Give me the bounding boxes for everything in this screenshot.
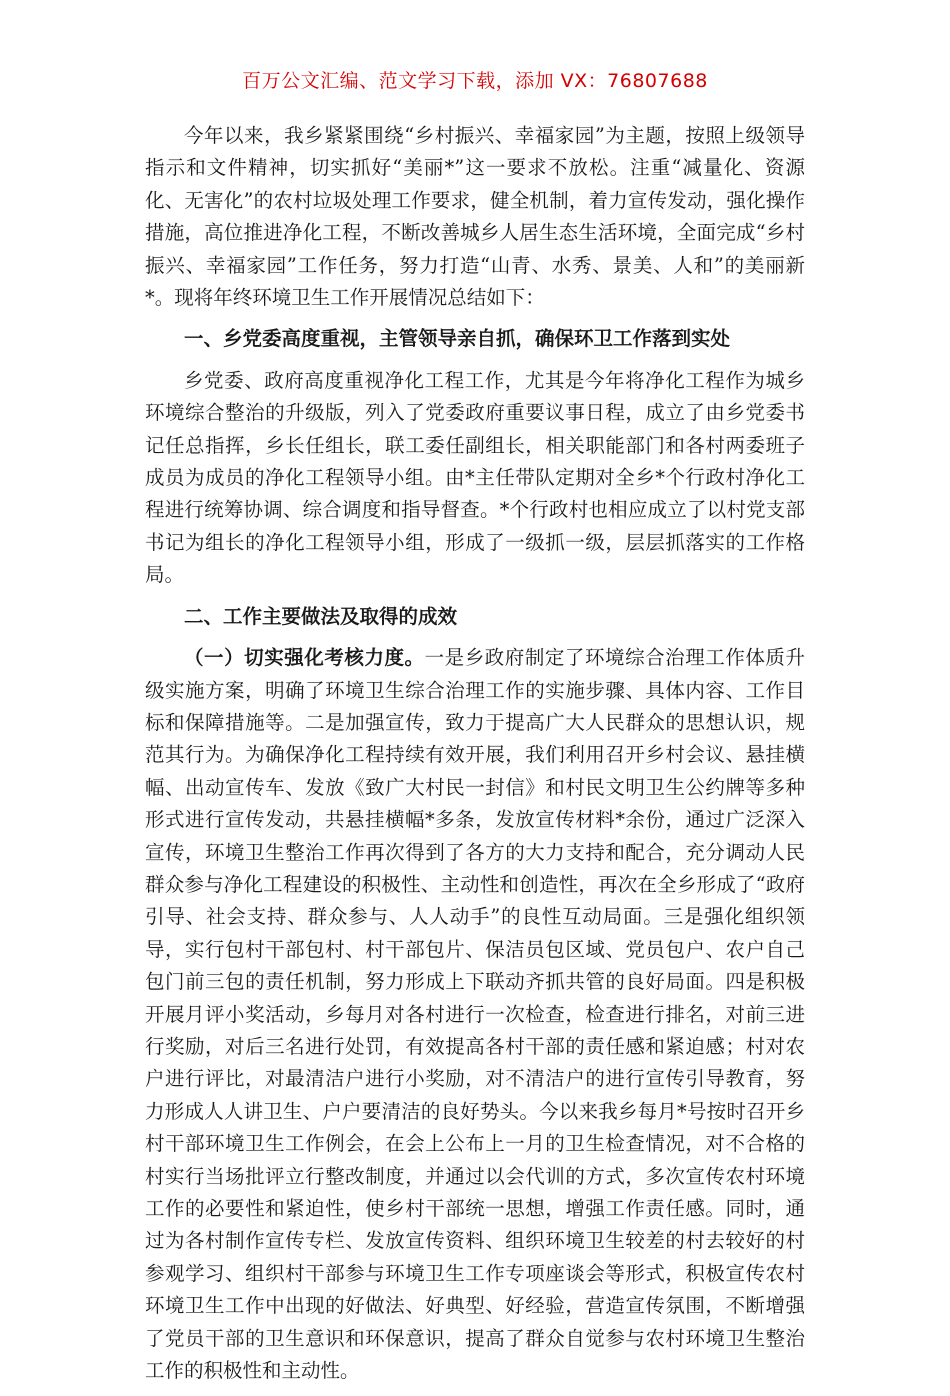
document-body — [145, 120, 805, 1396]
intro-paragraph: 今年以来，我乡紧紧围绕“乡村振兴、幸福家园”为主题，按照上级领导指示和文件精神，切实抓好“美丽*”这一要求不放松。注重“减量化、资源化、无害化”的农村垃圾处理工作要求，健全机制，着力宣传发动，强化操作措施，高位推进净化工程，不断改善城乡人居生态生活环境，全面完成“乡村振兴、幸福家园”工作任务，努力打造“山青、水秀、景美、人和”的美丽新*。现将年终环境卫生工作开展情况总结如下： — [145, 124, 805, 310]
section-1-paragraph: 乡党委、政府高度重视净化工程工作，尤其是今年将净化工程作为城乡环境综合整治的升级版，列入了党委政府重要议事日程，成立了由乡党委书记任总指挥，乡长任组长，联工委任副组长，相关职能部门和各村两委班子成员为成员的净化工程领导小组。由*主任带队定期对全乡*个行政村净化工程进行统筹协调、综合调度和指导督查。*个行政村也相应成立了以村党支部书记为组长的净化工程领导小组，形成了一级抓一级，层层抓落实的工作格局。 — [145, 368, 805, 587]
section-1-heading: 一、乡党委高度重视，主管领导亲自抓，确保环卫工作落到实处 — [184, 327, 731, 351]
sub-1-text: 一是乡政府制定了环境综合治理工作体质升级实施方案，明确了环境卫生综合治理工作的实施步骤、具体内容、工作目标和保障措施等。二是加强宣传，致力于提高广大人民群众的思想认识，规范其行为。为确保净化工程持续有效开展，我们利用召开乡村会议、悬挂横幅、出动宣传车、发放《致广大村民一封信》和村民文明卫生公约牌等多种形式进行宣传发动，共悬挂横幅*多条，发放宣传材料*余份，通过广泛深入宣传，环境卫生整治工作再次得到了各方的大力支持和配合，充分调动人民群众参与净化工程建设的积极性、主动性和创造性，再次在全乡形成了“政府引导、社会支持、群众参与、人人动手”的良性互动局面。三是强化组织领导，实行包村干部包村、村干部包片、保洁员包区域、党员包户、农户自己包门前三包的责任机制，努力形成上下联动齐抓共管的良好局面。四是积极开展月评小奖活动，乡每月对各村进行一次检查，检查进行排名，对前三进行奖励，对后三名进行处罚，有效提高各村干部的责任感和紧迫感；村对农户进行评比，对最清洁户进行小奖励，对不清洁户的进行宣传引导教育，努力形成人人讲卫生、户户要清洁的良好势头。今以来我乡每月*号按时召开乡村干部环境卫生工作例会，在会上公布上一月的卫生检查情况，对不合格的村实行当场批评立行整改制度，并通过以会代训的方式，多次宣传农村环境工作的必要性和紧迫性，使乡村干部统一思想，增强工作责任感。同时，通过为各村制作宣传专栏、发放宣传资料、组织环境卫生较差的村去较好的村参观学习、组织村干部参与环境卫生工作专项座谈会等形式，积极宣传农村环境卫生工作中出现的好做法、好典型、好经验，营造宣传氛围，不断增强了党员干部的卫生意识和环保意识，提高了群众自觉参与农村环境卫生整治工作的积极性和主动性。 — [145, 646, 805, 1383]
section-2-heading: 二、工作主要做法及取得的成效 — [184, 604, 458, 628]
sub-1-lead: （一）切实强化考核力度。 — [184, 646, 425, 670]
section-2-sub-1-paragraph — [145, 642, 805, 1387]
promo-banner: 百万公文汇编、范文学习下载，添加 VX：76807688 — [242, 70, 708, 92]
